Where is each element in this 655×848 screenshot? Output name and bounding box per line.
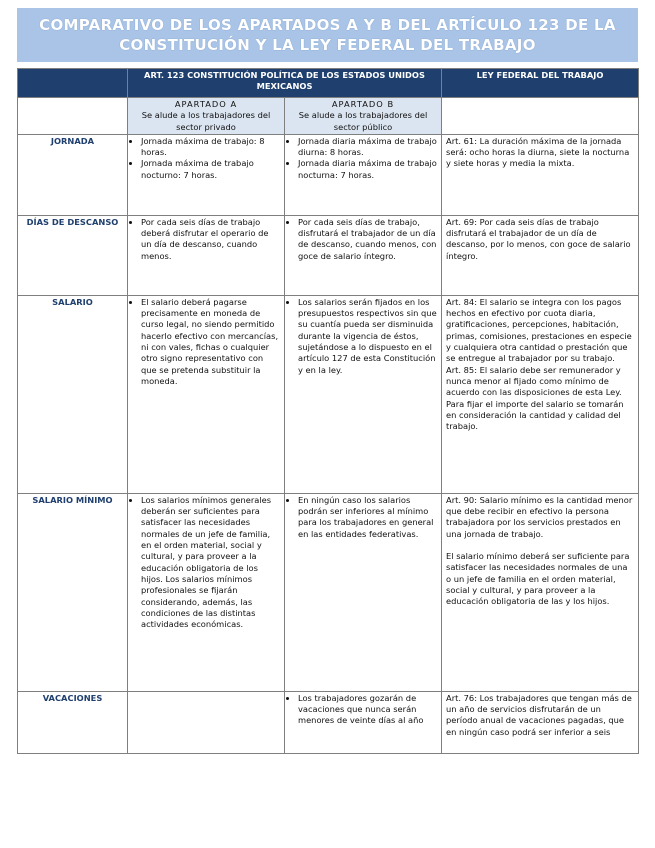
list-item: • Jornada diaria máxima de trabajo nocturna: 7 horas. [298,158,437,181]
vacaciones-apartado-b [285,691,442,753]
table-row-jornada [18,134,639,215]
minimo-apartado-b [285,493,442,691]
list-item: • Los trabajadores gozarán de vacaciones que nunca serán menores de veinte días al año [298,693,437,727]
list-item: • Jornada diaria máxima de trabajo diurna: 8 horas. [298,136,437,159]
list-item: • En ningún caso los salarios podrán ser inferiores al mínimo para los trabajadores en general en las entidades federativas. [298,495,437,540]
list-item: • Por cada seis días de trabajo deberá disfrutar el operario de un día de descanso, cuando menos. [141,217,280,262]
row-label-salario-minimo: SALARIO MÍNIMO [18,493,128,691]
vacaciones-apartado-a [128,691,285,753]
table-row-vacaciones [18,691,639,753]
vacaciones-lft [442,691,639,753]
apartado-b-title: APARTADO B [331,99,395,109]
jornada-apartado-a [128,134,285,215]
list-item: • Los salarios mínimos generales deberán ser suficientes para satisfacer las necesidades normales de un jefe de familia, en el orden material, social y cultural, y para proveer a la educación obligatoria de los hijos. Los salarios mínimos profesionales se fijarán considerando, además, las condiciones de las distintas actividades económicas. [141,495,280,631]
lft-text: Art. 69: Por cada seis días de trabajo disfrutará el trabajador de un día de descanso, por lo menos, con goce de salario íntegro. [446,216,631,261]
minimo-lft [442,493,639,691]
title-line-2: CONSTITUCIÓN Y LA LEY FEDERAL DEL TRABAJO [119,36,536,54]
minimo-apartado-a [128,493,285,691]
lft-text-art85: Art. 85: El salario debe ser remunerador y nunca menor al fijado como mínimo de acuerdo con las disposiciones de esta Ley. Para fijar el importe del salario se tomarán en consideración la cantidad y calidad del trabajo. [446,364,624,432]
row-label-jornada: JORNADA [18,134,128,215]
salario-apartado-a [128,295,285,493]
lft-text-art84: Art. 84: El salario se integra con los pagos hechos en efectivo por cuota diaria, gratificaciones, percepciones, habitación, primas, comisiones, prestaciones en especie y cualquiera otra cantidad o prestación que se entregue al trabajador por su trabajo. [446,296,632,364]
comparison-table [17,68,639,754]
list-item: • Jornada máxima de trabajo: 8 horas. [141,136,280,159]
apartado-a-title: APARTADO A [174,99,238,109]
salario-apartado-b [285,295,442,493]
list-item: • El salario deberá pagarse precisamente en moneda de curso legal, no siendo permitido hacerlo efectivo con mercancías, ni con vales, fichas o cualquier otro signo representativo con que se pretenda substituir la moneda. [141,297,280,387]
paragraph-gap [446,540,634,551]
subheader-blank-cell [18,98,128,135]
apartado-b-desc: Se alude a los trabajadores del sector público [298,110,428,132]
lft-text: Art. 61: La duración máxima de la jornada será: ocho horas la diurna, siete la nocturna y siete horas y media la mixta. [446,135,630,169]
lft-text-art90: Art. 90: Salario mínimo es la cantidad menor que debe recibir en efectivo la persona trabajadora por los servicios prestados en una jornada de trabajo. [446,494,633,539]
table-header-row [18,69,639,98]
header-corner-cell [18,69,128,98]
descanso-apartado-b [285,215,442,295]
jornada-lft [442,134,639,215]
subheader-apartado-a [128,98,285,135]
header-art123: ART. 123 CONSTITUCIÓN POLÍTICA DE LOS ESTADOS UNIDOS MEXICANOS [128,69,442,98]
list-item: • Los salarios serán fijados en los presupuestos respectivos sin que su cuantía pueda ser disminuida durante la vigencia de éstos, sujetándose a lo dispuesto en el artículo 127 de esta Constitución y en la ley. [298,297,437,376]
document-title [17,8,638,62]
subheader-apartado-b [285,98,442,135]
table-row-descanso [18,215,639,295]
row-label-descanso: DÍAS DE DESCANSO [18,215,128,295]
table-row-salario-minimo [18,493,639,691]
jornada-apartado-b [285,134,442,215]
list-item: • Jornada máxima de trabajo nocturno: 7 horas. [141,158,280,181]
descanso-lft [442,215,639,295]
list-item: • Por cada seis días de trabajo, disfrutará el trabajador de un día de descanso, cuando menos, con goce de salario íntegro. [298,217,437,262]
salario-lft [442,295,639,493]
descanso-apartado-a [128,215,285,295]
row-label-vacaciones: VACACIONES [18,691,128,753]
subheader-blank-cell-lft [442,98,639,135]
lft-text: Art. 76: Los trabajadores que tengan más de un año de servicios disfrutarán de un período anual de vacaciones pagadas, que en ningún caso podrá ser inferior a seis [446,692,632,737]
row-label-salario: SALARIO [18,295,128,493]
table-subheader-row [18,98,639,135]
title-line-1: COMPARATIVO DE LOS APARTADOS A Y B DEL ARTÍCULO 123 DE LA [39,16,616,34]
apartado-a-desc: Se alude a los trabajadores del sector privado [141,110,271,132]
table-row-salario [18,295,639,493]
lft-text-minimo: El salario mínimo deberá ser suficiente para satisfacer las necesidades normales de una o un jefe de familia en el orden material, social y cultural, y para proveer a la educación obligatoria de las y los hijos. [446,551,630,607]
header-lft: LEY FEDERAL DEL TRABAJO [442,69,639,98]
